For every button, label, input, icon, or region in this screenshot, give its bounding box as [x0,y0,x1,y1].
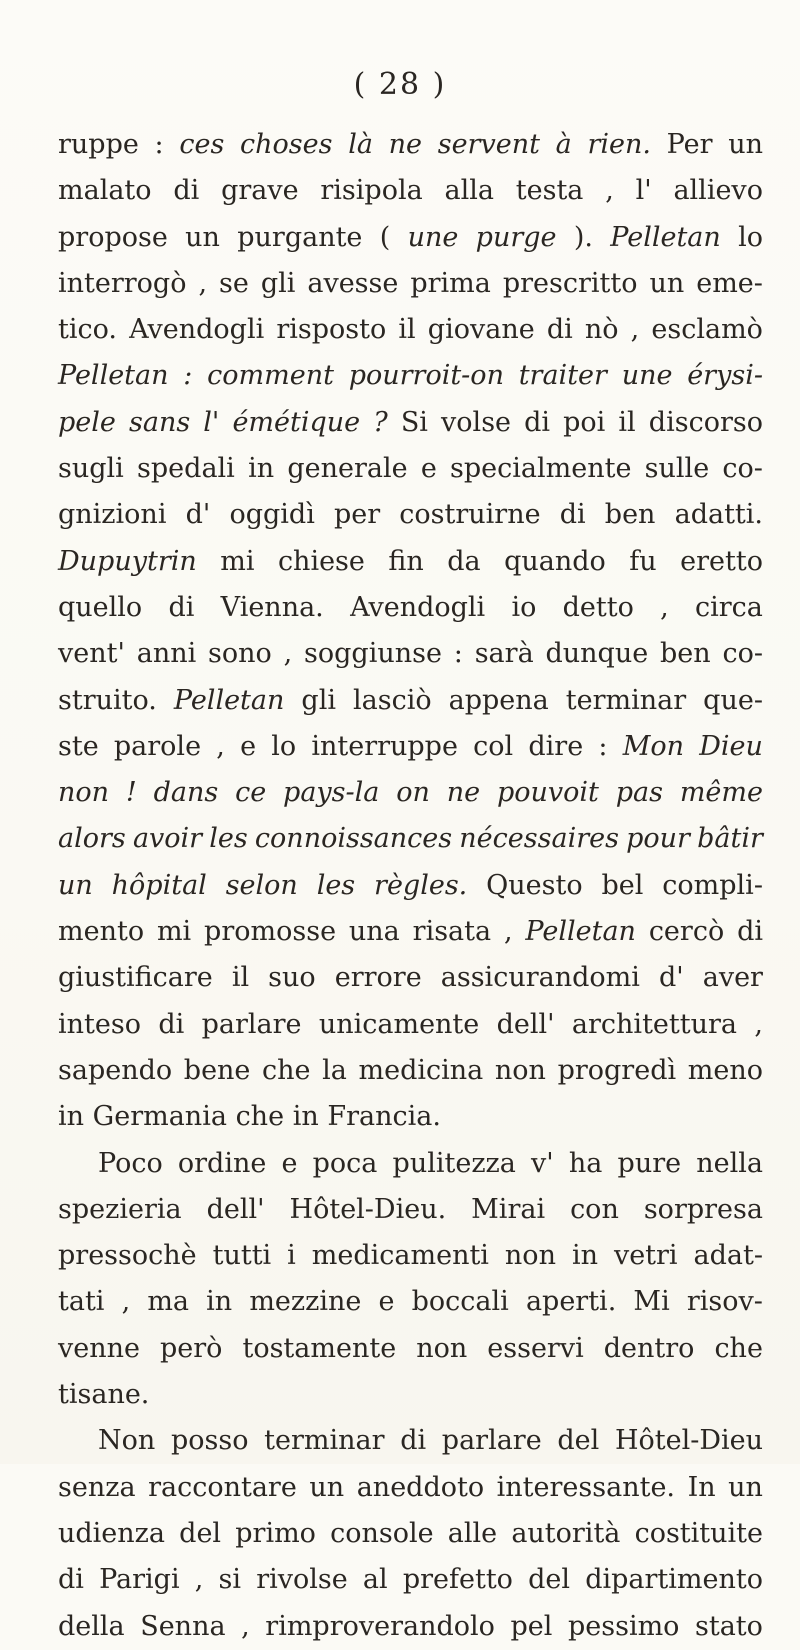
text-word: pulitezza [392,1147,516,1179]
text-line [58,631,763,677]
text-word: chiese [277,545,365,577]
text-word: lasciò [353,684,432,716]
text-word: règles. [374,869,468,901]
text-word: , [121,1286,131,1318]
text-line [58,1187,763,1233]
text-word: della [58,1610,125,1642]
text-line [58,122,763,168]
text-line [58,1372,763,1418]
text-word: Per [666,129,713,160]
text-word: ). [573,221,593,253]
text-word: ! [125,777,137,809]
text-word: Avendogli [350,591,486,623]
text-word: del [179,1517,222,1549]
text-word: mi [156,916,192,948]
text-word: gli [260,267,296,299]
text-word: tico. [58,314,117,346]
text-word: : [453,638,463,670]
text-word: gnizioni [58,499,167,531]
text-word: aperti. [525,1286,617,1318]
text-line [58,1326,763,1372]
text-word: dunque [545,638,649,670]
text-word: errore [334,962,422,994]
text-word: prefetto [402,1564,513,1596]
text-word: traiter [518,360,607,392]
text-word: Pelletan [525,916,636,948]
text-word: interessante. [496,1471,676,1503]
text-word: struito. [58,684,157,716]
text-word: architettura [571,1008,737,1040]
text-line [58,1048,763,1094]
text-word: del [557,1425,600,1457]
text-word: parlare [201,1008,302,1040]
text-word: del [528,1564,571,1596]
text-line [58,909,763,955]
text-word: sugli [58,453,124,485]
text-line [58,446,763,492]
text-word: pays-la [283,777,380,809]
text-word: Pelletan [58,360,169,392]
text-word: fu [629,545,657,577]
text-word: ha [568,1147,603,1179]
text-word: une [621,360,673,392]
text-word: esservi [487,1332,584,1364]
text-word: les [209,823,248,855]
text-word: risata [412,916,492,948]
text-word: ne [388,129,423,160]
text-word: dell' [496,1008,555,1040]
text-word: sans [128,406,191,438]
text-word: mezzine [249,1286,362,1318]
text-word: purge [475,221,557,253]
text-word: in [571,1240,598,1272]
text-word: raccontare [148,1471,297,1503]
text-word: col [473,730,514,762]
text-word: Germania [92,1101,227,1133]
text-word: lo [271,730,297,762]
text-line [58,724,763,770]
text-word: aneddoto [356,1471,485,1503]
text-word: unicamente [318,1008,480,1040]
text-word: allievo [673,175,763,207]
text-word: cercò [648,916,725,948]
text-line [58,678,763,724]
text-word: co- [722,453,763,485]
text-line [58,400,763,446]
text-line [58,1557,763,1603]
text-word: alla [444,175,494,207]
text-word: : [154,129,164,160]
text-word: soggiunse [304,638,442,670]
text-line [58,1141,763,1187]
text-line [58,261,763,307]
text-word: ma [147,1286,190,1318]
text-word: tutti [212,1240,272,1272]
text-word: prescritto [502,267,638,299]
text-word: da [447,545,481,577]
text-word: nella [696,1147,763,1179]
text-word: , [283,638,293,670]
text-word: di [173,175,200,207]
text-word: specialmente [450,453,632,485]
text-line [58,492,763,538]
text-word: émétique [232,406,361,438]
text-word: bâtir [697,823,763,855]
text-word: terminar [565,684,687,716]
text-word: co- [722,638,763,670]
text-word: interrogò [58,267,187,299]
text-word: , [605,175,614,207]
text-word: risposto [276,314,387,346]
text-word: pessimo [567,1610,680,1642]
text-word: in [58,1101,85,1133]
text-word: bel [601,869,644,901]
text-word: Mirai [471,1193,546,1225]
text-word: il [231,962,250,994]
text-word: d' [185,499,211,531]
text-word: interruppe [311,730,458,762]
text-word: rien. [587,129,651,160]
text-word: servent [437,129,540,160]
text-word: choses [240,129,333,160]
text-word: sorpresa [643,1193,763,1225]
text-word: non [494,1054,546,1086]
text-word: terminar [264,1425,385,1457]
text-word: fin [388,545,424,577]
text-word: di [168,591,195,623]
text-word: ( [379,221,391,253]
text-word: generale [287,453,408,485]
text-word: une [407,221,459,253]
text-word: hôpital [111,869,207,901]
text-word: ruppe [58,129,139,160]
text-word: dipartimento [585,1564,763,1596]
text-word: di [737,916,763,948]
text-word: suo [268,962,316,994]
text-word: on [396,777,430,809]
text-line [58,307,763,353]
text-word: giustificare [58,962,213,994]
text-word: sapendo [58,1054,173,1086]
text-word: Si [400,406,428,438]
text-word: assicurandomi [440,962,640,994]
text-word: avesse [307,267,399,299]
text-word: selon [225,869,298,901]
text-word: di [546,314,573,346]
text-word: costituite [634,1517,763,1549]
text-word: poi [563,406,606,438]
text-word: il [618,406,636,438]
text-word: in [292,1101,319,1133]
text-word: console [330,1517,434,1549]
text-word: mi [220,545,255,577]
text-word: pel [510,1610,553,1642]
text-word: in [206,1286,233,1318]
text-word: un [728,1471,763,1503]
text-word: di [400,1425,427,1457]
text-word: testa [515,175,584,207]
body-text [58,122,763,1650]
text-word: même [679,777,763,809]
text-word: , [194,1564,204,1596]
text-word: tostamente [242,1332,397,1364]
text-word: pressochè [58,1240,197,1272]
text-word: tati [58,1286,105,1318]
text-word: inteso [58,1008,141,1040]
text-word: dell' [206,1193,265,1225]
text-word: , [198,267,208,299]
text-word: propose [58,221,168,253]
text-line [58,1002,763,1048]
text-line [58,1279,763,1325]
text-line [58,955,763,1001]
text-word: ben [604,499,656,531]
text-word: che [235,1101,285,1133]
text-word: grave [221,175,299,207]
text-line [58,770,763,816]
text-word: circa [695,591,763,623]
text-line [58,863,763,909]
text-word: un [728,129,763,160]
text-word: Parigi [99,1564,180,1596]
text-word: però [160,1332,223,1364]
text-word: autorità [511,1517,621,1549]
text-word: purgante [237,221,363,253]
text-word: meno [687,1054,763,1086]
text-word: discorso [648,406,763,438]
text-word: ne [446,777,481,809]
text-word: compli- [662,869,763,901]
text-word: Hôtel-Dieu. [289,1193,447,1225]
text-word: un [649,267,685,299]
text-word: medicamenti [311,1240,489,1272]
text-word: Pelletan [610,221,721,253]
text-word: rimproverandolo [265,1610,495,1642]
text-word: nécessaires [459,823,619,855]
text-word: spedali [137,453,235,485]
text-line [58,1418,763,1464]
text-word: eretto [680,545,763,577]
text-line [58,215,763,261]
text-word: risov- [686,1286,763,1318]
text-word: Francia. [327,1101,441,1133]
text-word: , [754,1008,763,1040]
text-word: ordine [177,1147,267,1179]
text-word: spezieria [58,1193,182,1225]
text-word: Hôtel-Dieu [614,1425,763,1457]
text-word: , [241,1610,250,1642]
text-word: pouvoit [496,777,599,809]
text-word: si [218,1564,242,1596]
text-line [58,539,763,585]
text-word: i [287,1240,296,1272]
text-word: io [511,591,537,623]
text-word: comment [207,360,334,392]
text-word: alle [447,1517,498,1549]
text-word: per [333,499,381,531]
text-word: d' [658,962,684,994]
text-word: un [185,221,220,253]
text-word: poca [312,1147,378,1179]
text-line [58,1465,763,1511]
text-word: ste [58,730,99,762]
text-word: Pelletan [173,684,285,716]
text-line [58,585,763,631]
text-word: connoissances [254,823,453,855]
text-word: medicina [358,1054,484,1086]
text-word: giovane [427,314,535,346]
text-word: e [240,730,257,762]
text-word: alors [58,823,126,855]
text-word: nò [584,314,619,346]
text-word: un [58,869,93,901]
text-word: Non [98,1425,156,1457]
text-word: dans [153,777,219,809]
text-word: Questo [486,869,583,901]
text-word: érysi- [687,360,763,392]
text-word: oggidì [229,499,315,531]
text-word: adat- [693,1240,763,1272]
text-word: dentro [603,1332,695,1364]
text-word: l' [203,406,220,438]
text-word: la [322,1054,347,1086]
text-word: pas [615,777,663,809]
text-word: pour [626,823,690,855]
text-word: con [570,1193,619,1225]
text-word: e [281,1147,298,1179]
text-word: , [216,730,225,762]
text-word: pourroit-on [348,360,504,392]
text-word: una [348,916,400,948]
text-word: venne [58,1332,140,1364]
text-word: à [555,129,572,160]
text-word: di [524,406,551,438]
text-line [58,1511,763,1557]
text-word: al [362,1564,388,1596]
text-word: parole [113,730,202,762]
text-word: sono [208,638,272,670]
text-word: Dupuytrin [58,545,197,577]
text-word: Mi [633,1286,670,1318]
text-word: di [559,499,586,531]
text-line [58,168,763,214]
text-line [58,353,763,399]
text-word: boccali [411,1286,509,1318]
text-word: , [660,591,669,623]
text-word: gli [301,684,336,716]
text-word: pele [58,406,116,438]
text-line [58,1604,763,1650]
text-word: , [503,916,513,948]
text-word: se [219,267,249,299]
text-word: che [262,1054,311,1086]
text-word: non [416,1332,468,1364]
text-word: rivolse [256,1564,348,1596]
text-word: progredì [557,1054,677,1086]
text-word: ? [373,406,388,438]
text-word: quando [504,545,606,577]
text-line [58,1233,763,1279]
text-word: sarà [474,638,534,670]
text-word: in [248,453,275,485]
text-word: dire [528,730,584,762]
text-word: Senna [140,1610,226,1642]
text-word: : [183,360,193,392]
text-word: vent' [58,638,125,670]
text-word: risipola [320,175,423,207]
text-word: non [504,1240,556,1272]
text-word: l' [635,175,652,207]
text-word: quello [58,591,143,623]
text-word: parlare [441,1425,542,1457]
text-word: vetri [613,1240,678,1272]
text-word: non [58,777,110,809]
text-word: udienza [58,1517,165,1549]
text-word: Poco [98,1147,163,1179]
text-word: appena [448,684,549,716]
text-word: les [316,869,356,901]
text-word: esclamò [651,314,763,346]
text-word: , [630,314,640,346]
text-word: il [398,314,416,346]
text-word: costruirne [399,499,541,531]
text-word: stato [695,1610,763,1642]
text-word: ce [235,777,267,809]
text-word: posso [170,1425,249,1457]
text-word: detto [562,591,634,623]
text-word: lo [738,221,763,253]
text-word: eme- [696,267,763,299]
text-word: avoir [132,823,203,855]
text-word: là [348,129,373,160]
text-word: mento [58,916,145,948]
text-word: di [58,1564,84,1596]
text-word: ben [660,638,711,670]
text-word: che [714,1332,763,1364]
text-word: e [378,1286,395,1318]
text-word: e [420,453,437,485]
text-word: v' [531,1147,554,1179]
text-word: di [158,1008,185,1040]
text-word: tisane. [58,1379,150,1411]
text-word: Vienna. [220,591,324,623]
text-word: Avendogli [129,314,265,346]
text-word: senza [58,1471,136,1503]
text-word: ces [179,129,225,160]
text-line [58,1094,763,1140]
text-word: : [598,730,608,762]
text-word: un [309,1471,345,1503]
text-word: sulle [644,453,710,485]
text-word: malato [58,175,152,207]
text-word: que- [703,684,763,716]
text-word: Dieu [699,730,763,762]
text-word: In [687,1471,716,1503]
text-word: prima [410,267,491,299]
text-word: primo [235,1517,316,1549]
text-word: bene [183,1054,251,1086]
text-line [58,816,763,862]
text-word: adatti. [674,499,763,531]
text-word: aver [702,962,763,994]
text-word: anni [136,638,197,670]
text-word: pure [617,1147,682,1179]
text-word: Mon [622,730,684,762]
text-word: promosse [204,916,337,948]
page-number: ( 28 ) [353,67,447,102]
text-word: volse [441,406,512,438]
